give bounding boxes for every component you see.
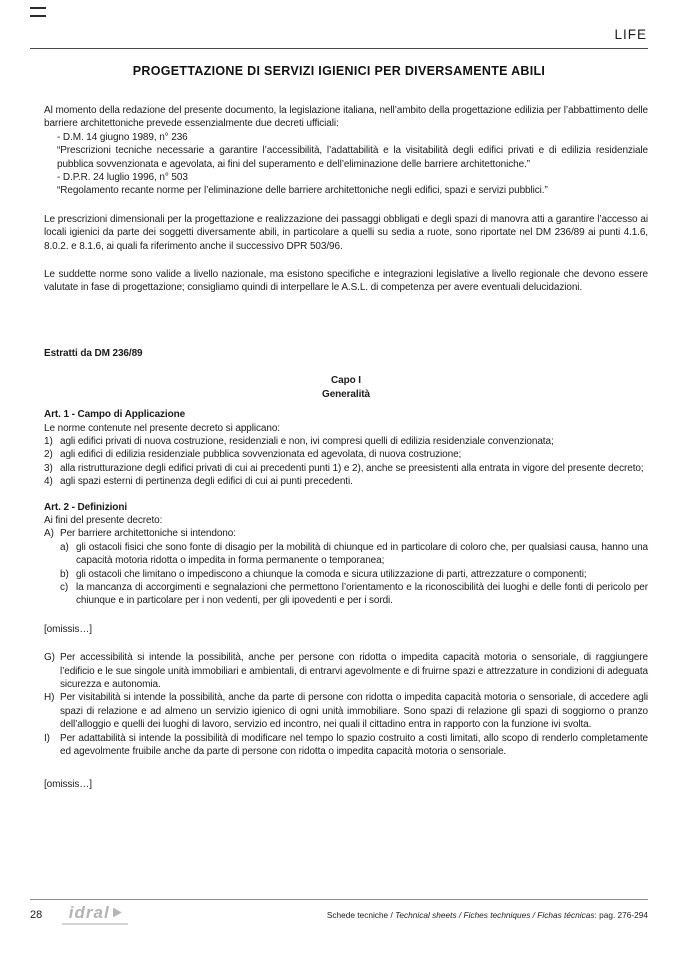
list-marker: 4) bbox=[44, 476, 53, 488]
list-marker: b) bbox=[60, 568, 69, 580]
registration-mark bbox=[30, 15, 46, 17]
registration-mark bbox=[30, 7, 46, 9]
list-item bbox=[60, 568, 648, 581]
definitions-ghi bbox=[44, 651, 648, 758]
list-marker: a) bbox=[60, 541, 69, 553]
omissis-note: [omissis…] bbox=[44, 779, 92, 791]
body-paragraph: Le prescrizioni dimensionali per la progettazione e realizzazione dei passaggi obbligati e degli spazi di manovra atti a garantire l’accesso ai locali igienici da parte dei soggetti diversamente abili, in particolare a quelli su sedia a ruote, sono riportate nel DM 236/89 ai punti 4.1.6, 8.0.2. e 8.1.6, ai quali fa riferimento anche il successivo DPR 503/96. bbox=[44, 213, 648, 252]
list-text: gli ostacoli che limitano o impediscono a chiunque la comoda e sicura utilizzazione di parti, attrezzature o componenti; bbox=[76, 568, 587, 580]
list-text: gli ostacoli fisici che sono fonte di disagio per la mobilità di chiunque ed in particolare di coloro che, per qualsiasi causa, hanno una capacità motoria ridotta o impedita in forma permanente o temporanea; bbox=[76, 541, 648, 567]
list-item bbox=[60, 581, 648, 608]
chapter-subtitle: Generalità bbox=[322, 388, 370, 400]
idral-logo-text: idral bbox=[68, 903, 110, 922]
article-1-lead: Le norme contenute nel presente decreto si applicano: bbox=[44, 422, 280, 434]
list-marker: 3) bbox=[44, 462, 53, 474]
list-text: Per barriere architettoniche si intendono: bbox=[60, 528, 236, 540]
list-item bbox=[44, 448, 648, 461]
list-item bbox=[44, 651, 648, 691]
series-label: LIFE bbox=[614, 27, 647, 42]
list-marker: 1) bbox=[44, 435, 53, 447]
article-1 bbox=[44, 408, 648, 488]
chapter-title: Capo I bbox=[331, 375, 361, 387]
list-marker: 2) bbox=[44, 449, 53, 461]
sheets-label-it: Schede tecniche / bbox=[326, 910, 396, 920]
footer-rule bbox=[30, 899, 648, 900]
list-text: Per visitabilità si intende la possibilità, anche da parte di persone con ridotta o impedita capacità motoria o sensoriale, di accedere agli spazi di relazione e ad almeno un servizio igienico di ogni unità immobiliare. Sono spazi di relazione gli spazi di soggiorno o pranzo dell’alloggio e quelli dei luoghi di lavoro, servizio ed incontro, nei quali il cittadino entra in rapporto con la funzione ivi svolta. bbox=[60, 692, 648, 731]
list-text: agli edifici privati di nuova costruzione, residenziali e non, ivi compresi quelli di edilizia residenziale convenzionata; bbox=[60, 435, 554, 447]
list-marker: H) bbox=[44, 692, 55, 704]
intro-paragraph: Al momento della redazione del presente documento, la legislazione italiana, nell’ambito della progettazione edilizia per l’abbattimento delle barriere architettoniche prevede essenzialmente due decreti ufficiali: bbox=[44, 105, 648, 130]
idral-logo-icon bbox=[113, 908, 122, 918]
chapter-heading bbox=[44, 374, 648, 401]
list-text: alla ristrutturazione degli edifici privati di cui ai precedenti punti 1) e 2), anche se preesistenti alla entrata in vigore del presente decreto; bbox=[60, 462, 644, 474]
technical-sheets-reference bbox=[327, 910, 648, 920]
decree-name: - D.M. 14 giugno 1989, n° 236 bbox=[57, 131, 188, 143]
sheets-pages: : pag. 276-294 bbox=[594, 910, 648, 920]
list-marker: G) bbox=[44, 652, 55, 664]
header-rule bbox=[30, 48, 648, 49]
list-item bbox=[44, 475, 648, 488]
list-text: agli edifici di edilizia residenziale pubblica sovvenzionata ed agevolata, di nuova costruzione; bbox=[60, 449, 462, 461]
article-2-heading: Art. 2 - Definizioni bbox=[44, 501, 128, 513]
list-item bbox=[44, 462, 648, 475]
list-text: agli spazi esterni di pertinenza degli edifici di cui ai punti precedenti. bbox=[60, 476, 353, 488]
idral-logo-row bbox=[69, 905, 122, 920]
page-number: 28 bbox=[30, 909, 43, 921]
article-2-lead: Ai fini del presente decreto: bbox=[44, 514, 163, 526]
omissis-note: [omissis…] bbox=[44, 623, 92, 635]
page-title: PROGETTAZIONE DI SERVIZI IGIENICI PER DIVERSAMENTE ABILI bbox=[132, 64, 546, 78]
list-marker: A) bbox=[44, 528, 54, 540]
page-footer bbox=[30, 905, 648, 925]
sheets-translations: Technical sheets / Fiches techniques / Fichas técnicas bbox=[395, 910, 595, 920]
list-item bbox=[44, 691, 648, 731]
extract-label: Estratti da DM 236/89 bbox=[44, 347, 143, 359]
list-text: Per adattabilità si intende la possibilità di modificare nel tempo lo spazio costruito a costi limitati, allo scopo di renderlo completamente ed agevolmente fruibile anche da parte di persone con ridotta o impedita capacità motoria o sensoriale. bbox=[60, 732, 648, 758]
list-marker: I) bbox=[44, 732, 50, 744]
idral-logo bbox=[62, 905, 128, 925]
list-text: Per accessibilità si intende la possibilità, anche per persone con ridotta o impedita capacità motoria o sensoriale, di raggiungere l’edificio e le sue singole unità immobiliari e ambientali, di entrarvi agevolmente e di fruirne spazi e attrezzature in condizioni di adeguata sicurezza e autonomia. bbox=[60, 652, 648, 690]
list-item bbox=[44, 732, 648, 759]
decree-quote: “Prescrizioni tecniche necessarie a garantire l’accessibilità, l’adattabilità e la visitabilità degli edifici privati e di edilizia residenziale pubblica sovvenzionata e agevolata, ai fini del superamento e dell’eliminazione delle barriere architettoniche.” bbox=[57, 145, 648, 170]
idral-logo-tagline bbox=[62, 923, 128, 925]
list-item bbox=[44, 435, 648, 448]
article-1-heading: Art. 1 - Campo di Applicazione bbox=[44, 409, 186, 421]
list-item bbox=[60, 541, 648, 568]
list-marker: c) bbox=[60, 581, 69, 593]
decree-name: - D.P.R. 24 luglio 1996, n° 503 bbox=[57, 172, 188, 184]
list-item bbox=[44, 527, 648, 540]
list-text: la mancanza di accorgimenti e segnalazioni che permettono l’orientamento e la riconoscibilità dei luoghi e delle fonti di pericolo per chiunque e in particolare per i non vedenti, per gli ipovedenti e per i sordi. bbox=[76, 581, 648, 607]
body-paragraph: Le suddette norme sono valide a livello nazionale, ma esistono specifiche e integrazioni legislative a livello regionale che devono essere valutate in fase di progettazione; consigliamo quindi di interpellare le A.S.L. di competenza per avere eventuali delucidazioni. bbox=[44, 269, 648, 294]
decree-quote: “Regolamento recante norme per l’eliminazione delle barriere architettoniche negli edifici, spazi e servizi pubblici.” bbox=[57, 185, 548, 197]
article-2 bbox=[44, 501, 648, 608]
sub-list bbox=[60, 541, 648, 608]
registration-marks bbox=[30, 7, 46, 23]
decree-list bbox=[57, 131, 648, 198]
document-body bbox=[44, 104, 648, 792]
